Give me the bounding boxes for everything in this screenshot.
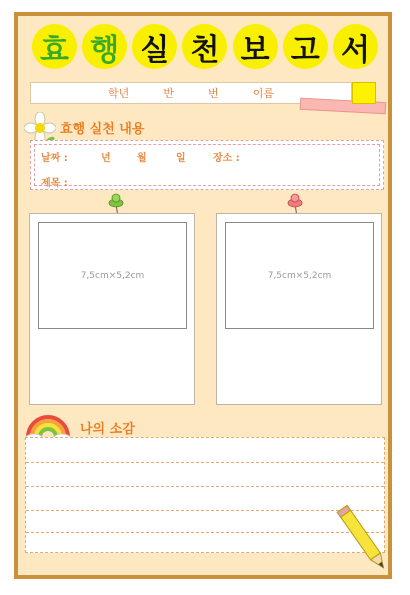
day-label: 일 — [176, 153, 186, 164]
title-char: 실 — [132, 24, 177, 69]
grade-label: 학년 — [108, 87, 130, 100]
photo-placeholder[interactable] — [225, 222, 374, 329]
photo-card-left[interactable] — [29, 213, 195, 405]
photo-card-right[interactable] — [216, 213, 382, 405]
place-label: 장소 : — [213, 153, 240, 164]
subject-label: 제목 : — [41, 178, 68, 189]
date-label: 날짜 : — [41, 153, 68, 164]
class-label: 반 — [163, 87, 174, 100]
practice-section-title: 효행 실천 내용 — [60, 122, 145, 137]
month-label: 월 — [137, 153, 147, 164]
photo-placeholder[interactable] — [38, 222, 187, 329]
decorative-tab — [352, 82, 376, 104]
year-label: 년 — [101, 153, 111, 164]
title-char: 효 — [32, 24, 77, 69]
writing-line — [26, 510, 384, 511]
number-label: 번 — [208, 87, 219, 100]
title-char: 행 — [82, 24, 127, 69]
practice-info-inner-border — [34, 144, 380, 186]
title-char: 고 — [283, 24, 328, 69]
writing-line — [26, 462, 384, 463]
pencil-icon — [334, 500, 394, 580]
reflection-section-title: 나의 소감 — [80, 422, 135, 437]
reflection-writing-area[interactable] — [25, 437, 385, 553]
photo-size-label: 7,5cm×5,2cm — [80, 270, 145, 281]
writing-line — [26, 532, 384, 533]
writing-line — [26, 486, 384, 487]
photo-size-label: 7,5cm×5,2cm — [267, 270, 332, 281]
report-title — [32, 24, 378, 72]
name-label: 이름 — [252, 87, 274, 100]
title-char: 천 — [182, 24, 227, 69]
practice-info-box[interactable] — [30, 140, 384, 190]
title-char: 서 — [333, 24, 378, 69]
title-char: 보 — [233, 24, 278, 69]
